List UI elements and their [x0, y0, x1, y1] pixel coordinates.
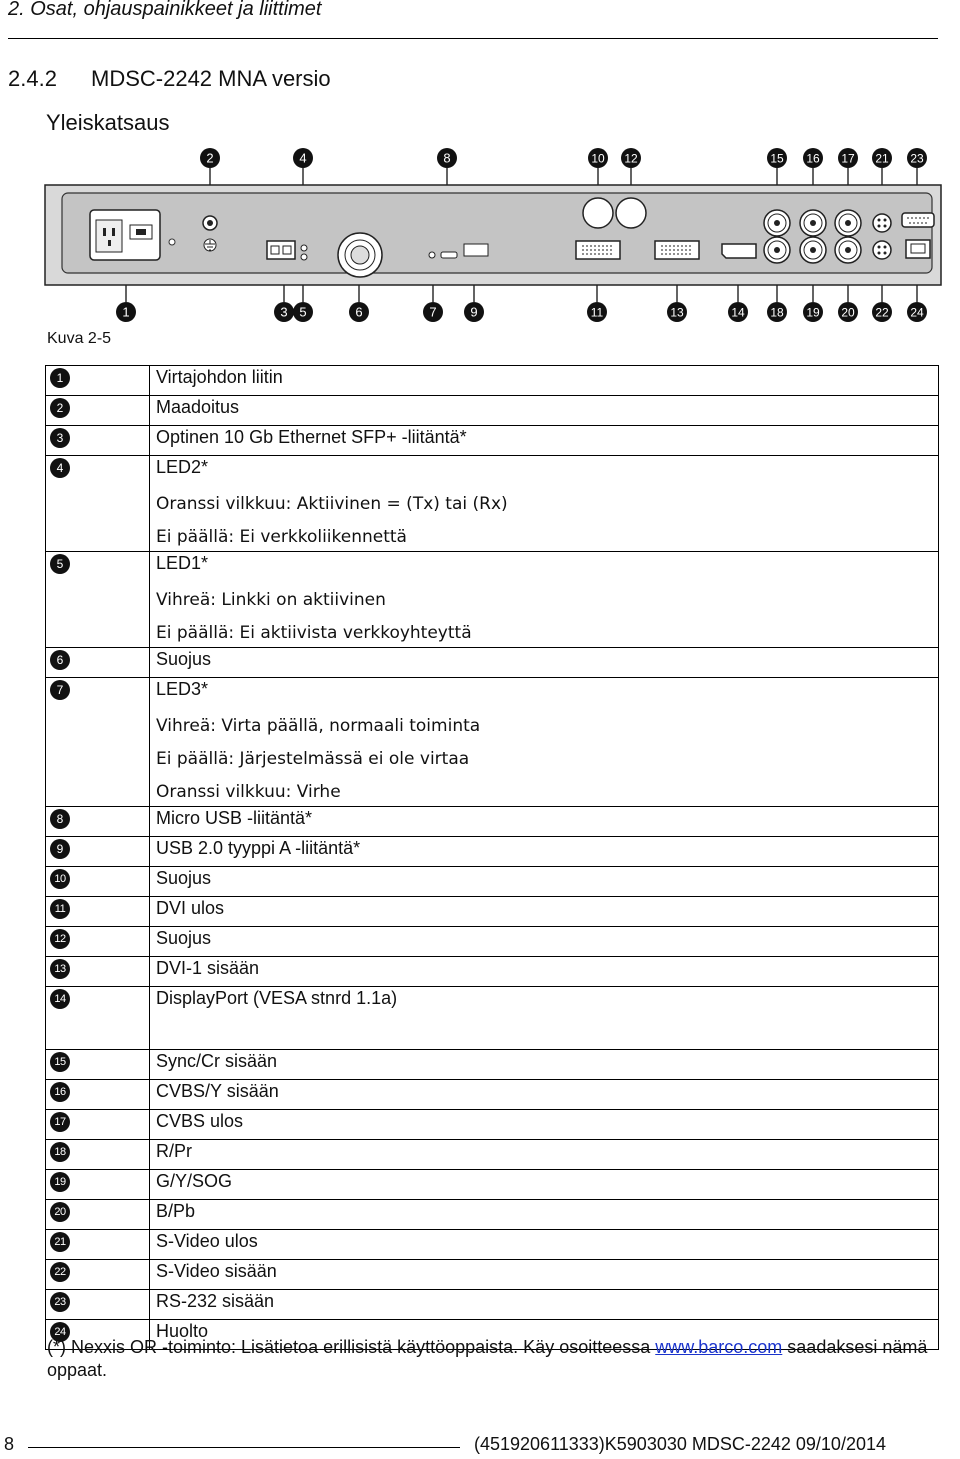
- status-description: Ei päällä: Järjestelmässä ei ole virtaa: [156, 749, 470, 769]
- top-callout: [767, 148, 787, 168]
- top-callout: [588, 148, 608, 168]
- service-port-icon: [906, 240, 930, 258]
- bnc-connector-icon: [835, 237, 861, 263]
- description-cell: [150, 396, 939, 426]
- connector-name: Suojus: [156, 928, 212, 948]
- number-badge: 4: [50, 458, 70, 478]
- description-cell: [150, 1110, 939, 1140]
- description-cell: [150, 366, 939, 396]
- cover-10-icon: [583, 198, 613, 228]
- bottom-callout: [907, 302, 927, 322]
- connector-name: G/Y/SOG: [156, 1171, 233, 1191]
- callout-number: 13: [670, 305, 684, 320]
- number-badge: 5: [50, 554, 70, 574]
- bottom-callout: [803, 302, 823, 322]
- connector-name: Virtajohdon liitin: [156, 367, 283, 387]
- connector-name: USB 2.0 tyyppi A -liitäntä*: [156, 838, 361, 858]
- micro-usb-icon: [441, 252, 457, 258]
- callout-number: 24: [910, 305, 924, 320]
- callout-number: 2: [206, 150, 214, 166]
- bnc-connector-icon: [764, 210, 790, 236]
- rear-panel-figure: [0, 140, 960, 330]
- table-row: [46, 456, 939, 552]
- rs232-port-icon: [902, 213, 934, 227]
- status-description: Vihreä: Linkki on aktiivinen: [156, 590, 386, 610]
- callout-number: 18: [770, 305, 784, 320]
- description-cell: [150, 957, 939, 987]
- row-number-cell: [46, 366, 150, 396]
- connector-name: Micro USB -liitäntä*: [156, 808, 313, 828]
- description-cell: [150, 1050, 939, 1080]
- table-row: [46, 1200, 939, 1230]
- connector-name: DisplayPort (VESA stnrd 1.1a): [156, 988, 398, 1008]
- number-badge: 12: [50, 929, 70, 949]
- table-row: [46, 1290, 939, 1320]
- displayport-icon: [722, 244, 756, 258]
- status-description: Ei päällä: Ei verkkoliikennettä: [156, 527, 407, 547]
- row-number-cell: [46, 1170, 150, 1200]
- table-row: [46, 1080, 939, 1110]
- callout-number: 21: [875, 151, 889, 166]
- description-cell: [150, 1170, 939, 1200]
- bnc-connector-icon: [764, 237, 790, 263]
- table-row: [46, 1170, 939, 1200]
- callout-number: 11: [590, 305, 604, 320]
- callout-number: 3: [280, 304, 288, 320]
- number-badge: 7: [50, 680, 70, 700]
- description-cell: [150, 648, 939, 678]
- table-row: [46, 1050, 939, 1080]
- table-row: [46, 678, 939, 807]
- callout-number: 8: [443, 150, 451, 166]
- table-row: [46, 957, 939, 987]
- row-number-cell: [46, 1110, 150, 1140]
- description-cell: [150, 927, 939, 957]
- connector-name: RS-232 sisään: [156, 1291, 275, 1311]
- row-number-cell: [46, 807, 150, 837]
- top-callouts: [200, 148, 927, 168]
- description-cell: [150, 678, 939, 807]
- connector-name: DVI ulos: [156, 898, 225, 918]
- table-row: [46, 987, 939, 1050]
- footer-divider: [28, 1447, 460, 1448]
- number-badge: 3: [50, 428, 70, 448]
- bottom-callout: [464, 302, 484, 322]
- number-badge: 11: [50, 899, 70, 919]
- number-badge: 2: [50, 398, 70, 418]
- table-row: [46, 927, 939, 957]
- footnote-text: (*) Nexxis OR -toiminto: Lisätietoa erillisistä käyttöoppaista. Käy osoitteessa: [47, 1337, 656, 1357]
- connector-name: R/Pr: [156, 1141, 192, 1161]
- callout-number: 7: [429, 304, 437, 320]
- number-badge: 10: [50, 869, 70, 889]
- bottom-callouts: [116, 302, 927, 322]
- number-badge: 19: [50, 1172, 70, 1192]
- number-badge: 13: [50, 959, 70, 979]
- bnc-connectors: [764, 210, 861, 263]
- description-cell: [150, 867, 939, 897]
- description-cell: [150, 1080, 939, 1110]
- svideo-out-icon: [873, 214, 891, 232]
- connector-name: Suojus: [156, 868, 212, 888]
- description-cell: [150, 987, 939, 1050]
- top-callout: [838, 148, 858, 168]
- description-cell: [150, 1230, 939, 1260]
- rear-panel: [45, 185, 941, 285]
- number-badge: 20: [50, 1202, 70, 1222]
- connector-name: LED2*: [156, 457, 209, 477]
- callout-number: 1: [122, 304, 130, 320]
- bottom-callout: [116, 302, 136, 322]
- table-row: [46, 648, 939, 678]
- row-number-cell: [46, 648, 150, 678]
- table-row: [46, 366, 939, 396]
- table-row: [46, 1110, 939, 1140]
- footnote: [47, 1336, 947, 1382]
- table-row: [46, 396, 939, 426]
- description-cell: [150, 1140, 939, 1170]
- number-badge: 8: [50, 809, 70, 829]
- table-row: [46, 426, 939, 456]
- callout-number: 16: [806, 151, 820, 166]
- description-cell: [150, 456, 939, 552]
- callout-number: 12: [624, 151, 638, 166]
- bottom-callout: [349, 302, 369, 322]
- callout-number: 23: [910, 151, 924, 166]
- row-number-cell: [46, 552, 150, 648]
- dvi-out-icon: [576, 241, 620, 259]
- top-callout: [437, 148, 457, 168]
- description-cell: [150, 552, 939, 648]
- round-cover-icon: [338, 233, 382, 277]
- row-number-cell: [46, 987, 150, 1050]
- row-number-cell: [46, 1290, 150, 1320]
- table-row: [46, 552, 939, 648]
- callout-number: 4: [299, 150, 307, 166]
- status-description: Oranssi vilkkuu: Aktiivinen = (Tx) tai (Rx): [156, 494, 508, 514]
- status-description: Vihreä: Virta päällä, normaali toiminta: [156, 716, 481, 736]
- connector-table: [45, 365, 939, 1350]
- number-badge: 22: [50, 1262, 70, 1282]
- table-row: [46, 1140, 939, 1170]
- page-number: 8: [4, 1434, 15, 1454]
- table-row: [46, 1260, 939, 1290]
- number-badge: 18: [50, 1142, 70, 1162]
- dvi-in-icon: [655, 241, 699, 259]
- number-badge: 16: [50, 1082, 70, 1102]
- connector-name: LED1*: [156, 553, 209, 573]
- footer-doc-id: (451920611333)K5903030 MDSC-2242 09/10/2014: [474, 1434, 886, 1454]
- row-number-cell: [46, 1230, 150, 1260]
- callout-number: 5: [299, 304, 307, 320]
- callout-number: 9: [470, 304, 478, 320]
- top-callout: [200, 148, 220, 168]
- status-description: Ei päällä: Ei aktiivista verkkoyhteyttä: [156, 623, 472, 643]
- bottom-callout: [587, 302, 607, 322]
- bottom-callout: [667, 302, 687, 322]
- top-callout: [621, 148, 641, 168]
- table-row: [46, 1230, 939, 1260]
- row-number-cell: [46, 927, 150, 957]
- row-number-cell: [46, 456, 150, 552]
- callout-number: 6: [355, 304, 363, 320]
- top-callout: [803, 148, 823, 168]
- table-row: [46, 867, 939, 897]
- connector-name: S-Video sisään: [156, 1261, 277, 1281]
- bnc-connector-icon: [835, 210, 861, 236]
- bnc-connector-icon: [800, 237, 826, 263]
- row-number-cell: [46, 678, 150, 807]
- bottom-callout: [293, 302, 313, 322]
- svideo-in-icon: [873, 241, 891, 259]
- cover-12-icon: [616, 198, 646, 228]
- led3-icon: [429, 252, 435, 258]
- description-cell: [150, 837, 939, 867]
- callout-number: 15: [770, 151, 784, 166]
- row-number-cell: [46, 837, 150, 867]
- connector-name: Sync/Cr sisään: [156, 1051, 278, 1071]
- description-cell: [150, 807, 939, 837]
- bnc-connector-icon: [800, 210, 826, 236]
- connector-name: Huolto: [156, 1321, 209, 1341]
- connector-name: CVBS/Y sisään: [156, 1081, 279, 1101]
- description-cell: [150, 426, 939, 456]
- usb-port-icon: [464, 244, 488, 256]
- number-badge: 23: [50, 1292, 70, 1312]
- bottom-callout: [767, 302, 787, 322]
- callout-number: 14: [731, 305, 745, 320]
- subheading: Yleiskatsaus: [46, 110, 170, 135]
- connector-name: B/Pb: [156, 1201, 196, 1221]
- table-row: [46, 807, 939, 837]
- chapter-divider: [8, 38, 938, 39]
- number-badge: 14: [50, 989, 70, 1009]
- row-number-cell: [46, 957, 150, 987]
- callout-number: 22: [875, 305, 889, 320]
- callout-number: 17: [841, 151, 855, 166]
- description-cell: [150, 1260, 939, 1290]
- description-cell: [150, 1200, 939, 1230]
- table-row: [46, 837, 939, 867]
- callout-number: 19: [806, 305, 820, 320]
- connector-name: CVBS ulos: [156, 1111, 244, 1131]
- connector-name: DVI-1 sisään: [156, 958, 260, 978]
- row-number-cell: [46, 897, 150, 927]
- barco-link[interactable]: www.barco.com: [655, 1337, 783, 1357]
- top-callout: [907, 148, 927, 168]
- number-badge: 24: [50, 1322, 70, 1342]
- connector-name: Maadoitus: [156, 397, 240, 417]
- figure-caption: Kuva 2-5: [47, 330, 112, 347]
- description-cell: [150, 897, 939, 927]
- power-inlet-icon: [90, 210, 160, 260]
- bottom-callout: [728, 302, 748, 322]
- number-badge: 9: [50, 839, 70, 859]
- section-number: 2.4.2: [8, 66, 57, 91]
- chapter-title: 2. Osat, ohjauspainikkeet ja liittimet: [8, 0, 322, 20]
- row-number-cell: [46, 1200, 150, 1230]
- number-badge: 6: [50, 650, 70, 670]
- status-description: Oranssi vilkkuu: Virhe: [156, 782, 341, 802]
- number-badge: 15: [50, 1052, 70, 1072]
- row-number-cell: [46, 1050, 150, 1080]
- number-badge: 21: [50, 1232, 70, 1252]
- callout-number: 20: [841, 305, 855, 320]
- connector-name: LED3*: [156, 679, 209, 699]
- bottom-callout: [838, 302, 858, 322]
- top-callout: [872, 148, 892, 168]
- row-number-cell: [46, 1140, 150, 1170]
- bottom-callout: [423, 302, 443, 322]
- connector-name: S-Video ulos: [156, 1231, 258, 1251]
- number-badge: 17: [50, 1112, 70, 1132]
- top-callout: [293, 148, 313, 168]
- number-badge: 1: [50, 368, 70, 388]
- table-row: [46, 897, 939, 927]
- description-cell: [150, 1290, 939, 1320]
- row-number-cell: [46, 1260, 150, 1290]
- section-title: MDSC-2242 MNA versio: [91, 66, 331, 91]
- bottom-callout: [872, 302, 892, 322]
- bottom-callout: [274, 302, 294, 322]
- row-number-cell: [46, 1080, 150, 1110]
- row-number-cell: [46, 396, 150, 426]
- connector-name: Suojus: [156, 649, 212, 669]
- footnote-text-end: saadaksesi nämä oppaat.: [47, 1337, 928, 1380]
- row-number-cell: [46, 867, 150, 897]
- connector-name: Optinen 10 Gb Ethernet SFP+ -liitäntä*: [156, 427, 467, 447]
- row-number-cell: [46, 426, 150, 456]
- callout-number: 10: [591, 151, 605, 166]
